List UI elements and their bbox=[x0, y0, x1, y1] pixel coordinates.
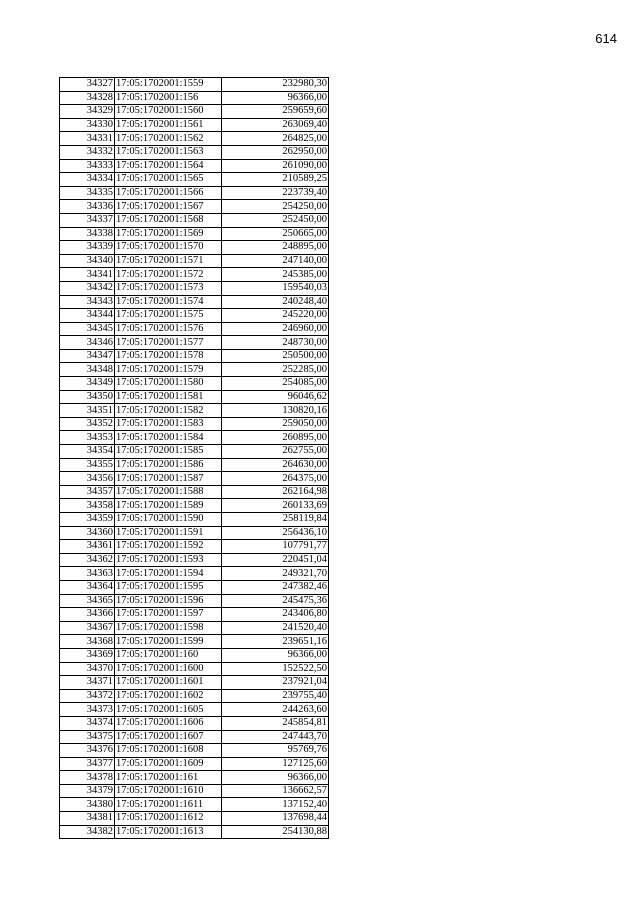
cadastral-number-cell: 17:05:1702001:1611 bbox=[115, 798, 222, 812]
table-row bbox=[60, 445, 329, 459]
row-id-cell: 34341 bbox=[60, 268, 115, 282]
table-row bbox=[60, 241, 329, 255]
table-row bbox=[60, 145, 329, 159]
table-row bbox=[60, 526, 329, 540]
cadastral-number-cell: 17:05:1702001:1602 bbox=[115, 689, 222, 703]
value-cell: 260133,69 bbox=[222, 499, 329, 513]
cadastral-number-cell: 17:05:1702001:1608 bbox=[115, 744, 222, 758]
value-cell: 245475,36 bbox=[222, 594, 329, 608]
table-row bbox=[60, 186, 329, 200]
cadastral-number-cell: 17:05:1702001:1562 bbox=[115, 132, 222, 146]
row-id-cell: 34362 bbox=[60, 553, 115, 567]
table-row bbox=[60, 458, 329, 472]
row-id-cell: 34364 bbox=[60, 580, 115, 594]
value-cell: 245220,00 bbox=[222, 309, 329, 323]
cadastral-number-cell: 17:05:1702001:1575 bbox=[115, 309, 222, 323]
row-id-cell: 34342 bbox=[60, 281, 115, 295]
value-cell: 247140,00 bbox=[222, 254, 329, 268]
value-cell: 256436,10 bbox=[222, 526, 329, 540]
cadastral-number-cell: 17:05:1702001:1593 bbox=[115, 553, 222, 567]
value-cell: 96366,00 bbox=[222, 91, 329, 105]
cadastral-number-cell: 17:05:1702001:1568 bbox=[115, 213, 222, 227]
row-id-cell: 34371 bbox=[60, 676, 115, 690]
row-id-cell: 34360 bbox=[60, 526, 115, 540]
row-id-cell: 34335 bbox=[60, 186, 115, 200]
value-cell: 239651,16 bbox=[222, 635, 329, 649]
value-cell: 237921,04 bbox=[222, 676, 329, 690]
row-id-cell: 34373 bbox=[60, 703, 115, 717]
table-row bbox=[60, 621, 329, 635]
table-row bbox=[60, 200, 329, 214]
value-cell: 254130,88 bbox=[222, 825, 329, 839]
value-cell: 136662,57 bbox=[222, 784, 329, 798]
table-row bbox=[60, 349, 329, 363]
cadastral-number-cell: 17:05:1702001:1585 bbox=[115, 445, 222, 459]
table-row bbox=[60, 132, 329, 146]
table-row bbox=[60, 159, 329, 173]
row-id-cell: 34356 bbox=[60, 472, 115, 486]
table-row bbox=[60, 594, 329, 608]
row-id-cell: 34348 bbox=[60, 363, 115, 377]
value-cell: 247382,46 bbox=[222, 580, 329, 594]
cadastral-number-cell: 17:05:1702001:1569 bbox=[115, 227, 222, 241]
row-id-cell: 34374 bbox=[60, 716, 115, 730]
row-id-cell: 34327 bbox=[60, 78, 115, 92]
row-id-cell: 34358 bbox=[60, 499, 115, 513]
table-row bbox=[60, 784, 329, 798]
table-row bbox=[60, 118, 329, 132]
row-id-cell: 34377 bbox=[60, 757, 115, 771]
table-row bbox=[60, 295, 329, 309]
cadastral-number-cell: 17:05:1702001:1600 bbox=[115, 662, 222, 676]
table-row bbox=[60, 336, 329, 350]
cadastral-number-cell: 17:05:1702001:1601 bbox=[115, 676, 222, 690]
table-row bbox=[60, 662, 329, 676]
table-row bbox=[60, 608, 329, 622]
cadastral-number-cell: 17:05:1702001:1592 bbox=[115, 540, 222, 554]
value-cell: 264630,00 bbox=[222, 458, 329, 472]
cadastral-number-cell: 17:05:1702001:1598 bbox=[115, 621, 222, 635]
table-body bbox=[60, 78, 329, 839]
value-cell: 247443,70 bbox=[222, 730, 329, 744]
value-cell: 254085,00 bbox=[222, 377, 329, 391]
table-row bbox=[60, 689, 329, 703]
value-cell: 262164,98 bbox=[222, 485, 329, 499]
row-id-cell: 34334 bbox=[60, 173, 115, 187]
row-id-cell: 34332 bbox=[60, 145, 115, 159]
cadastral-number-cell: 17:05:1702001:1577 bbox=[115, 336, 222, 350]
value-cell: 220451,04 bbox=[222, 553, 329, 567]
row-id-cell: 34379 bbox=[60, 784, 115, 798]
cadastral-number-cell: 17:05:1702001:1570 bbox=[115, 241, 222, 255]
row-id-cell: 34359 bbox=[60, 513, 115, 527]
table-row bbox=[60, 91, 329, 105]
row-id-cell: 34328 bbox=[60, 91, 115, 105]
row-id-cell: 34380 bbox=[60, 798, 115, 812]
row-id-cell: 34345 bbox=[60, 322, 115, 336]
value-cell: 263069,40 bbox=[222, 118, 329, 132]
table-row bbox=[60, 213, 329, 227]
table-row bbox=[60, 648, 329, 662]
table-row bbox=[60, 377, 329, 391]
table-row bbox=[60, 485, 329, 499]
cadastral-number-cell: 17:05:1702001:1594 bbox=[115, 567, 222, 581]
value-cell: 96046,62 bbox=[222, 390, 329, 404]
row-id-cell: 34352 bbox=[60, 417, 115, 431]
cadastral-number-cell: 17:05:1702001:1588 bbox=[115, 485, 222, 499]
row-id-cell: 34333 bbox=[60, 159, 115, 173]
table-row bbox=[60, 580, 329, 594]
value-cell: 245854,81 bbox=[222, 716, 329, 730]
value-cell: 107791,77 bbox=[222, 540, 329, 554]
value-cell: 244263,60 bbox=[222, 703, 329, 717]
table-row bbox=[60, 812, 329, 826]
value-cell: 96366,00 bbox=[222, 648, 329, 662]
cadastral-number-cell: 17:05:1702001:1596 bbox=[115, 594, 222, 608]
cadastral-number-cell: 17:05:1702001:1590 bbox=[115, 513, 222, 527]
row-id-cell: 34329 bbox=[60, 105, 115, 119]
row-id-cell: 34366 bbox=[60, 608, 115, 622]
cadastral-number-cell: 17:05:1702001:1595 bbox=[115, 580, 222, 594]
table-row bbox=[60, 567, 329, 581]
value-cell: 241520,40 bbox=[222, 621, 329, 635]
cadastral-number-cell: 17:05:1702001:156 bbox=[115, 91, 222, 105]
value-cell: 243406,80 bbox=[222, 608, 329, 622]
table-row bbox=[60, 730, 329, 744]
cadastral-number-cell: 17:05:1702001:1579 bbox=[115, 363, 222, 377]
row-id-cell: 34349 bbox=[60, 377, 115, 391]
row-id-cell: 34378 bbox=[60, 771, 115, 785]
cadastral-number-cell: 17:05:1702001:1581 bbox=[115, 390, 222, 404]
table-row bbox=[60, 513, 329, 527]
value-cell: 232980,30 bbox=[222, 78, 329, 92]
table-row bbox=[60, 431, 329, 445]
page-number: 614 bbox=[595, 31, 617, 46]
value-cell: 262755,00 bbox=[222, 445, 329, 459]
table-row bbox=[60, 309, 329, 323]
value-cell: 258119,84 bbox=[222, 513, 329, 527]
row-id-cell: 34351 bbox=[60, 404, 115, 418]
table-row bbox=[60, 390, 329, 404]
value-cell: 245385,00 bbox=[222, 268, 329, 282]
value-cell: 240248,40 bbox=[222, 295, 329, 309]
row-id-cell: 34357 bbox=[60, 485, 115, 499]
table-row bbox=[60, 78, 329, 92]
row-id-cell: 34346 bbox=[60, 336, 115, 350]
table-row bbox=[60, 825, 329, 839]
row-id-cell: 34337 bbox=[60, 213, 115, 227]
cadastral-number-cell: 17:05:1702001:1586 bbox=[115, 458, 222, 472]
cadastral-number-cell: 17:05:1702001:1583 bbox=[115, 417, 222, 431]
cadastral-number-cell: 17:05:1702001:1572 bbox=[115, 268, 222, 282]
value-cell: 127125,60 bbox=[222, 757, 329, 771]
cadastral-number-cell: 17:05:1702001:1606 bbox=[115, 716, 222, 730]
cadastral-number-cell: 17:05:1702001:1564 bbox=[115, 159, 222, 173]
table-row bbox=[60, 757, 329, 771]
cadastral-number-cell: 17:05:1702001:1609 bbox=[115, 757, 222, 771]
cadastral-number-cell: 17:05:1702001:1591 bbox=[115, 526, 222, 540]
table-row bbox=[60, 635, 329, 649]
value-cell: 137152,40 bbox=[222, 798, 329, 812]
table-row bbox=[60, 268, 329, 282]
cadastral-number-cell: 17:05:1702001:1589 bbox=[115, 499, 222, 513]
row-id-cell: 34363 bbox=[60, 567, 115, 581]
cadastral-number-cell: 17:05:1702001:160 bbox=[115, 648, 222, 662]
row-id-cell: 34336 bbox=[60, 200, 115, 214]
table-row bbox=[60, 322, 329, 336]
table-row bbox=[60, 227, 329, 241]
row-id-cell: 34367 bbox=[60, 621, 115, 635]
value-cell: 95769,76 bbox=[222, 744, 329, 758]
cadastral-number-cell: 17:05:1702001:1597 bbox=[115, 608, 222, 622]
table-row bbox=[60, 472, 329, 486]
value-cell: 261090,00 bbox=[222, 159, 329, 173]
cadastral-number-cell: 17:05:1702001:1605 bbox=[115, 703, 222, 717]
row-id-cell: 34355 bbox=[60, 458, 115, 472]
row-id-cell: 34353 bbox=[60, 431, 115, 445]
table-row bbox=[60, 553, 329, 567]
table-row bbox=[60, 499, 329, 513]
row-id-cell: 34376 bbox=[60, 744, 115, 758]
cadastral-number-cell: 17:05:1702001:1599 bbox=[115, 635, 222, 649]
value-cell: 262950,00 bbox=[222, 145, 329, 159]
row-id-cell: 34343 bbox=[60, 295, 115, 309]
cadastral-number-cell: 17:05:1702001:1607 bbox=[115, 730, 222, 744]
row-id-cell: 34331 bbox=[60, 132, 115, 146]
cadastral-number-cell: 17:05:1702001:1560 bbox=[115, 105, 222, 119]
table-row bbox=[60, 254, 329, 268]
value-cell: 210589,25 bbox=[222, 173, 329, 187]
row-id-cell: 34370 bbox=[60, 662, 115, 676]
cadastral-number-cell: 17:05:1702001:1578 bbox=[115, 349, 222, 363]
value-cell: 259659,60 bbox=[222, 105, 329, 119]
value-cell: 252450,00 bbox=[222, 213, 329, 227]
row-id-cell: 34381 bbox=[60, 812, 115, 826]
value-cell: 248730,00 bbox=[222, 336, 329, 350]
table-row bbox=[60, 173, 329, 187]
table-row bbox=[60, 798, 329, 812]
row-id-cell: 34368 bbox=[60, 635, 115, 649]
cadastral-number-cell: 17:05:1702001:1561 bbox=[115, 118, 222, 132]
cadastral-number-cell: 17:05:1702001:1582 bbox=[115, 404, 222, 418]
value-cell: 264375,00 bbox=[222, 472, 329, 486]
value-cell: 248895,00 bbox=[222, 241, 329, 255]
table-row bbox=[60, 540, 329, 554]
row-id-cell: 34354 bbox=[60, 445, 115, 459]
cadastral-number-cell: 17:05:1702001:1559 bbox=[115, 78, 222, 92]
row-id-cell: 34339 bbox=[60, 241, 115, 255]
row-id-cell: 34344 bbox=[60, 309, 115, 323]
table-row bbox=[60, 676, 329, 690]
value-cell: 159540,03 bbox=[222, 281, 329, 295]
value-cell: 137698,44 bbox=[222, 812, 329, 826]
cadastral-number-cell: 17:05:1702001:1574 bbox=[115, 295, 222, 309]
value-cell: 246960,00 bbox=[222, 322, 329, 336]
table-row bbox=[60, 703, 329, 717]
value-cell: 259050,00 bbox=[222, 417, 329, 431]
row-id-cell: 34338 bbox=[60, 227, 115, 241]
row-id-cell: 34369 bbox=[60, 648, 115, 662]
row-id-cell: 34372 bbox=[60, 689, 115, 703]
row-id-cell: 34375 bbox=[60, 730, 115, 744]
table-row bbox=[60, 404, 329, 418]
row-id-cell: 34330 bbox=[60, 118, 115, 132]
row-id-cell: 34382 bbox=[60, 825, 115, 839]
cadastral-number-cell: 17:05:1702001:161 bbox=[115, 771, 222, 785]
table-row bbox=[60, 716, 329, 730]
row-id-cell: 34350 bbox=[60, 390, 115, 404]
table-row bbox=[60, 771, 329, 785]
value-cell: 252285,00 bbox=[222, 363, 329, 377]
value-cell: 96366,00 bbox=[222, 771, 329, 785]
value-cell: 152522,50 bbox=[222, 662, 329, 676]
value-cell: 239755,40 bbox=[222, 689, 329, 703]
cadastral-number-cell: 17:05:1702001:1584 bbox=[115, 431, 222, 445]
value-cell: 250665,00 bbox=[222, 227, 329, 241]
cadastral-number-cell: 17:05:1702001:1566 bbox=[115, 186, 222, 200]
value-cell: 250500,00 bbox=[222, 349, 329, 363]
cadastral-number-cell: 17:05:1702001:1610 bbox=[115, 784, 222, 798]
table-row bbox=[60, 744, 329, 758]
cadastral-number-cell: 17:05:1702001:1565 bbox=[115, 173, 222, 187]
row-id-cell: 34365 bbox=[60, 594, 115, 608]
row-id-cell: 34340 bbox=[60, 254, 115, 268]
table-row bbox=[60, 363, 329, 377]
row-id-cell: 34361 bbox=[60, 540, 115, 554]
table-row bbox=[60, 105, 329, 119]
cadastral-number-cell: 17:05:1702001:1612 bbox=[115, 812, 222, 826]
value-cell: 260895,00 bbox=[222, 431, 329, 445]
value-cell: 264825,00 bbox=[222, 132, 329, 146]
cadastral-number-cell: 17:05:1702001:1576 bbox=[115, 322, 222, 336]
cadastral-number-cell: 17:05:1702001:1580 bbox=[115, 377, 222, 391]
cadastral-number-cell: 17:05:1702001:1613 bbox=[115, 825, 222, 839]
table-row bbox=[60, 281, 329, 295]
cadastral-number-cell: 17:05:1702001:1587 bbox=[115, 472, 222, 486]
cadastral-number-cell: 17:05:1702001:1573 bbox=[115, 281, 222, 295]
table-row bbox=[60, 417, 329, 431]
row-id-cell: 34347 bbox=[60, 349, 115, 363]
value-cell: 130820,16 bbox=[222, 404, 329, 418]
value-cell: 249321,70 bbox=[222, 567, 329, 581]
value-cell: 254250,00 bbox=[222, 200, 329, 214]
cadastral-number-cell: 17:05:1702001:1563 bbox=[115, 145, 222, 159]
value-cell: 223739,40 bbox=[222, 186, 329, 200]
data-table bbox=[59, 77, 329, 839]
cadastral-number-cell: 17:05:1702001:1567 bbox=[115, 200, 222, 214]
cadastral-number-cell: 17:05:1702001:1571 bbox=[115, 254, 222, 268]
